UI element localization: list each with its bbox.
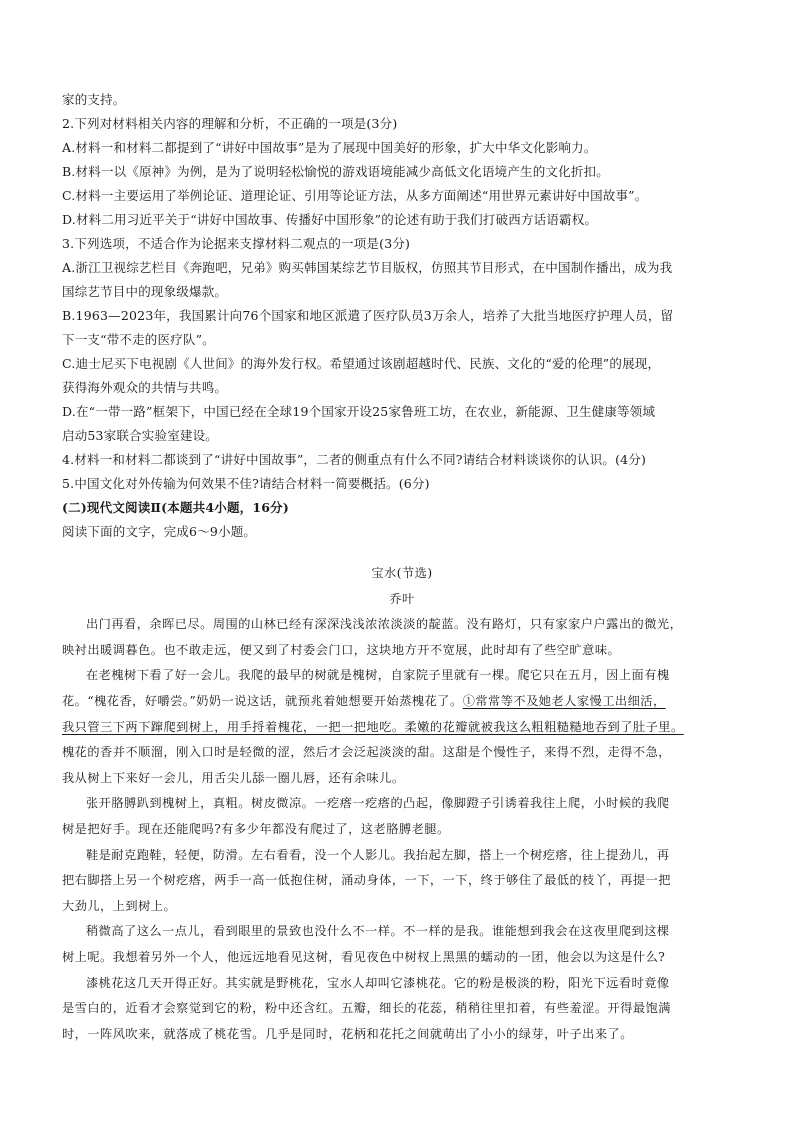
option-3d: D.在“一带一路”框架下，中国已经在全球19个国家开设25家鲁班工坊，在农业，新能源、卫生健康等领域 xyxy=(62,404,656,419)
option-3b-cont: 下一支“带不走的医疗队”。 xyxy=(62,332,215,347)
question-5: 5.中国文化对外传输为何效果不佳?请结合材料一简要概括。(6分) xyxy=(62,476,430,491)
passage-line: 时，一阵风吹来，就落成了桃花雪。几乎是同时，花柄和花托之间就萌出了小小的绿芽，叶子出来了。 xyxy=(62,1026,633,1041)
option-3d-cont: 启动53家联合实验室建设。 xyxy=(62,428,219,443)
passage-line: 树上呢。我想着另外一个人，他远远地看见这树，看见夜色中树杈上黑黑的蠕动的一团，他会以为这是什么? xyxy=(62,949,666,964)
option-2d: D.材料二用习近平关于“讲好中国故事、传播好中国形象”的论述有助于我们打破西方话语霸权。 xyxy=(62,212,598,227)
questions-section xyxy=(62,88,742,544)
option-2a: A.材料一和材料二都提到了“讲好中国故事”是为了展现中国美好的形象，扩大中华文化影响力。 xyxy=(62,140,597,155)
passage-line: 是雪白的，近看才会察觉到它的粉，粉中还含红。五瓣，细长的花蕊，稍稍往里扣着，有些羞涩。开得最饱满 xyxy=(62,1001,671,1016)
option-2c: C.材料一主要运用了举例论证、道理论证、引用等论证方法，从多方面阐述“用世界元素讲好中国故事”。 xyxy=(62,188,648,203)
option-3a: A.浙江卫视综艺栏目《奔跑吧，兄弟》购买韩国某综艺节目版权，仿照其节目形式，在中国制作播出，成为我 xyxy=(62,260,673,275)
passage-line: 大劲儿，上到树上。 xyxy=(62,898,177,913)
passage-line: 张开胳膊趴到槐树上，真粗。树皮微凉。一疙瘩一疙瘩的凸起，像脚蹬子引诱着我往上爬，小时候的我爬 xyxy=(86,796,670,811)
passage-line: 映衬出暖调暮色。也不敢走远，便又到了村委会门口，这块地方开不宽展，此时却有了些空旷意味。 xyxy=(62,642,621,657)
passage-line: 槐花的香并不顺溜，刚入口时是轻微的涩，然后才会泛起淡淡的甜。这甜是个慢性子，来得不烈，走得不急， xyxy=(62,745,671,760)
passage-line xyxy=(62,715,742,741)
option-3c-cont: 获得海外观众的共情与共鸣。 xyxy=(62,380,228,395)
story-title: 宝水(节选) xyxy=(371,566,433,580)
section-heading: (二)现代文阅读Ⅱ(本题共4小题，16分) xyxy=(62,500,289,515)
underlined-sentence-1-cont: 我只管三下两下蹿爬到树上，用手捋着槐花，一把一把地吃。柔嫩的花瓣就被我这么粗粗糙糙地吞到了肚子里。 xyxy=(62,719,684,734)
underlined-sentence-1: ①常常等不及她老人家慢工出细活， xyxy=(462,693,666,708)
passage-line: 出门再看，余晖已尽。周围的山林已经有深深浅浅浓浓淡淡的靛蓝。没有路灯，只有家家户户露出的微光， xyxy=(86,617,683,632)
option-2b: B.材料一以《原神》为例，是为了说明轻松愉悦的游戏语境能减少高低文化语境产生的文化折扣。 xyxy=(62,164,609,179)
passage-line: 漆桃花这几天开得正好。其实就是野桃花，宝水人却叫它漆桃花。它的粉是极淡的粉，阳光下远看时竟像 xyxy=(86,975,670,990)
option-3c: C.迪士尼买下电视剧《人世间》的海外发行权。希望通过该剧超越时代、民族、文化的“爱的伦理”的展现， xyxy=(62,356,661,371)
question-3: 3.下列选项，不适合作为论据来支撑材料二观点的一项是(3分) xyxy=(62,236,411,251)
passage-text: 花。“槐花香，好嚼尝。”奶奶一说这话，就预兆着她想要开始蒸槐花了。 xyxy=(62,693,463,708)
passage-line: 把右脚搭上另一个树疙瘩，两手一高一低抱住树，涌动身体，一下，一下，终于够住了最低的枝丫，再提一把 xyxy=(62,873,671,888)
passage-line: 在老槐树下看了好一会儿。我爬的最早的树就是槐树，自家院子里就有一棵。爬它只在五月，因上面有槐 xyxy=(86,668,670,683)
passage-line xyxy=(62,689,742,715)
story-passage xyxy=(62,561,742,1047)
question-4: 4.材料一和材料二都谈到了“讲好中国故事”，二者的侧重点有什么不同?请结合材料谈谈你的认识。(4分) xyxy=(62,452,647,467)
option-3a-cont: 国综艺节目中的现象级爆款。 xyxy=(62,284,228,299)
passage-line: 我从树上下来好一会儿，用舌尖儿舔一圈儿唇，还有余味儿。 xyxy=(62,770,405,785)
passage-line: 鞋是耐克跑鞋，轻便，防滑。左右看看，没一个人影儿。我抬起左脚，搭上一个树疙瘩，往上提劲儿，再 xyxy=(86,847,670,862)
passage-line: 稍微高了这么一点儿，看到眼里的景致也没什么不一样。不一样的是我。谁能想到我会在这夜里爬到这棵 xyxy=(86,924,670,939)
passage-line: 树是把好手。现在还能爬吗?有多少年都没有爬过了，这老胳膊老腿。 xyxy=(62,821,450,836)
option-3b: B.1963—2023年，我国累计向76个国家和地区派遣了医疗队员3万余人，培养了大批当地医疗护理人员，留 xyxy=(62,308,674,323)
reading-instruction: 阅读下面的文字，完成6～9小题。 xyxy=(62,524,257,539)
text-line: 家的支持。 xyxy=(62,92,126,107)
question-2: 2.下列对材料相关内容的理解和分析，不正确的一项是(3分) xyxy=(62,116,398,131)
story-author: 乔叶 xyxy=(389,591,415,606)
